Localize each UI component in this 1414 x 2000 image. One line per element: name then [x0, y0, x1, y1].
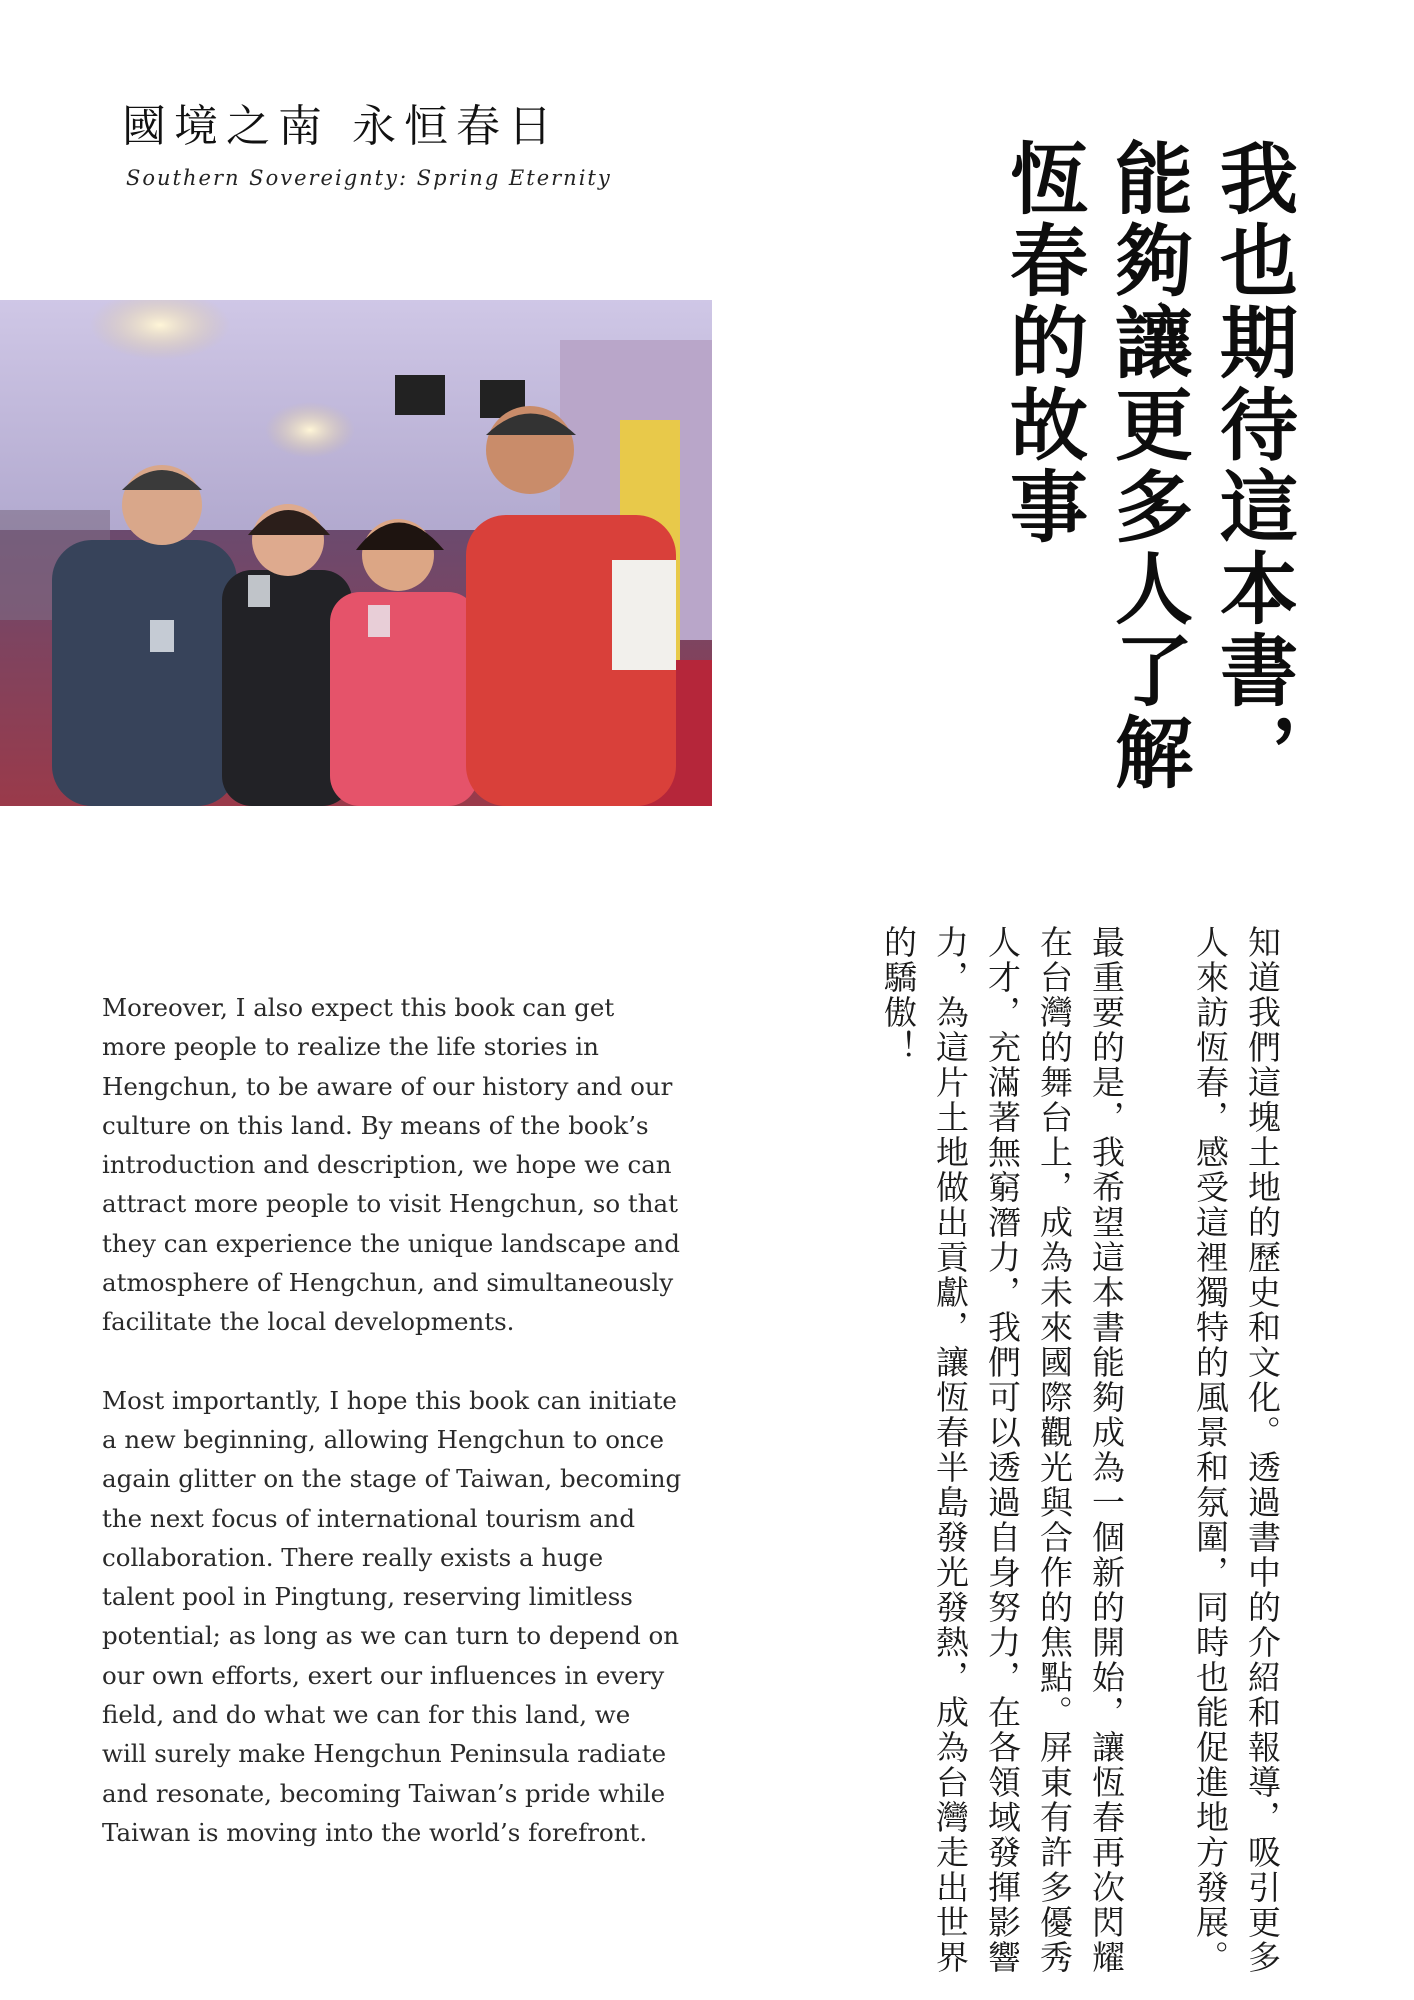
chandelier	[265, 402, 355, 458]
headline-line: 我也期待這本書，	[1207, 138, 1297, 794]
chinese-body-text	[872, 925, 1288, 2000]
english-body-text	[102, 988, 682, 1852]
chinese-paragraph: 知道我們這塊土地的歷史和文化。透過書中的介紹和報導，吸引更多人來訪恆春，感受這裡獨特的風景和氛圍，同時也能促進地方發展。	[1191, 925, 1282, 1975]
glass	[368, 605, 390, 637]
page-subtitle: Southern Sovereignty: Spring Eternity	[126, 166, 612, 190]
english-paragraph: Moreover, I also expect this book can get more people to realize the life stories in Hengchun, to be aware of our history and our culture on this land. By means of the book’s introduction and description, we hope we can attract more people to visit Hengchun, so that they can experience the unique landscape and atmosphere of Hengchun, and simultaneously facilitate the local developments.	[102, 993, 680, 1337]
speaker	[395, 375, 445, 415]
headline-line: 能夠讓更多人了解	[1102, 138, 1192, 794]
headline-line: 恆春的故事	[997, 138, 1087, 548]
headline	[989, 138, 1304, 794]
page-title: 國境之南 永恒春日	[122, 101, 560, 152]
glass	[248, 575, 270, 607]
english-paragraph: Most importantly, I hope this book can initiate a new beginning, allowing Hengchun to once again glitter on the stage of Taiwan, becoming the next focus of international tourism and collaboration. There really exists a huge talent pool in Pingtung, reserving limitless potential; as long as we can turn to depend on our own efforts, exert our influences in every field, and do what we can for this land, we will surely make Hengchun Peninsula radiate and resonate, becoming Taiwan’s pride while Taiwan is moving into the world’s forefront.	[102, 1385, 682, 1847]
chinese-paragraph: 最重要的是，我希望這本書能夠成為一個新的開始，讓恆春再次閃耀在台灣的舞台上，成為未來國際觀光與合作的焦點。屏東有許多優秀人才，充滿著無窮潛力，我們可以透過自身努力，在各領域發揮影響力，為這片土地做出貢獻，讓恆春半島發光發熱，成為台灣走出世界的驕傲！	[879, 925, 1126, 1975]
glass	[150, 620, 174, 652]
banquet-photo	[0, 300, 712, 806]
shirt-sleeve	[612, 560, 676, 670]
person-suit	[52, 540, 237, 806]
person-pink-vest	[330, 592, 478, 806]
